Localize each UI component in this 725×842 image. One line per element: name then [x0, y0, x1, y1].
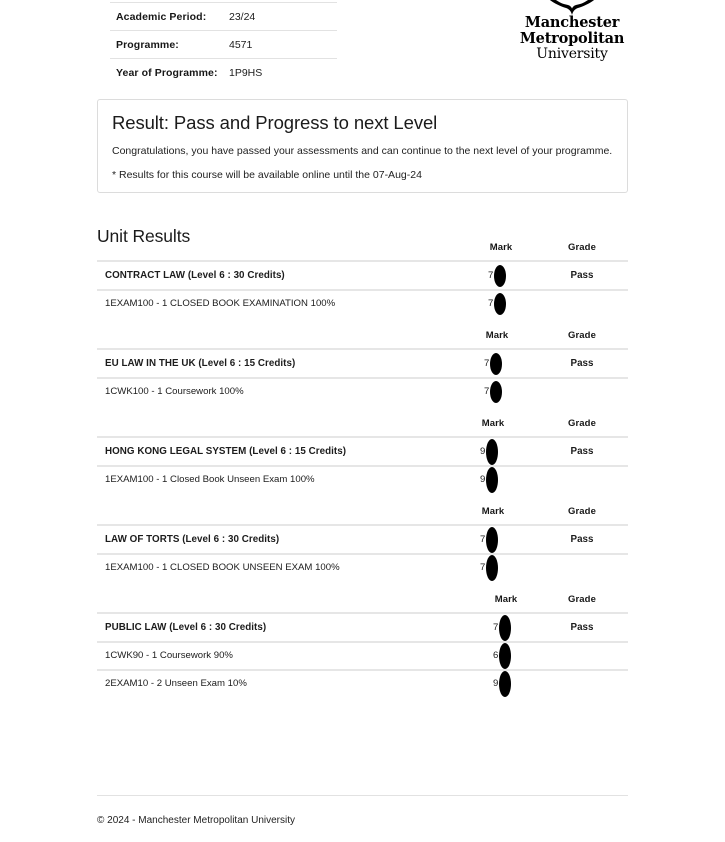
- logo-line-metropolitan: Metropolitan: [519, 29, 625, 47]
- result-availability-note: * Results for this course will be available online until the 07-Aug-24: [112, 169, 422, 181]
- column-header-unit: [97, 506, 450, 525]
- grade-cell: [536, 554, 628, 581]
- info-label: Programme:: [116, 38, 179, 51]
- university-logo: [508, 0, 636, 62]
- unit-name: CONTRACT LAW (Level 6 : 30 Credits): [97, 261, 466, 290]
- column-header-unit: [97, 330, 458, 349]
- mark-value-wrapper: [480, 562, 506, 573]
- grade-cell: Pass: [536, 525, 628, 554]
- mark-value-wrapper: [480, 474, 506, 485]
- grade-cell: Pass: [536, 261, 628, 290]
- info-value: 23/24: [229, 10, 256, 23]
- info-value: 1P9HS: [229, 66, 263, 79]
- mark-redaction-overlay: [490, 381, 502, 403]
- info-label: Academic Period:: [116, 10, 207, 23]
- info-value: 4571: [229, 38, 253, 51]
- column-header-grade: Grade: [568, 330, 596, 341]
- unit-block: [97, 594, 628, 697]
- column-header-grade: Grade: [568, 242, 596, 253]
- mark-cell: [476, 642, 536, 670]
- mark-redaction-overlay: [494, 265, 506, 287]
- column-header-grade: Grade: [568, 418, 596, 429]
- grade-cell: [536, 290, 628, 317]
- grade-cell: [536, 642, 628, 670]
- unit-summary-row: [97, 613, 628, 642]
- unit-summary-row: [97, 525, 628, 554]
- info-row-year-of-programme: [110, 58, 337, 86]
- unit-result-table: [97, 242, 628, 317]
- mark-cell: [476, 670, 536, 697]
- mark-value-wrapper: [493, 650, 519, 661]
- table-header-row: [97, 330, 628, 349]
- mark-value: 7: [488, 270, 494, 281]
- unit-summary-row: [97, 437, 628, 466]
- unit-results-heading: Unit Results: [97, 225, 191, 246]
- component-row: [97, 554, 628, 581]
- footer-copyright: © 2024 - Manchester Metropolitan University: [97, 815, 296, 826]
- column-header-mark: Mark: [476, 594, 536, 613]
- unit-result-table: [97, 594, 628, 697]
- component-row: [97, 466, 628, 493]
- grade-cell: Pass: [536, 437, 628, 466]
- info-label: Year of Programme:: [116, 66, 218, 79]
- column-header-grade: Grade: [568, 594, 596, 605]
- page-footer: [97, 795, 628, 828]
- unit-result-table: [97, 418, 628, 493]
- component-row: [97, 290, 628, 317]
- unit-name: EU LAW IN THE UK (Level 6 : 15 Credits): [97, 349, 458, 378]
- page-header: [0, 0, 725, 92]
- mark-cell: [476, 613, 536, 642]
- unit-block: [97, 506, 628, 581]
- mark-cell: [450, 466, 536, 493]
- logo-line-university: University: [536, 46, 608, 62]
- unit-name: PUBLIC LAW (Level 6 : 30 Credits): [97, 613, 476, 642]
- unit-name: HONG KONG LEGAL SYSTEM (Level 6 : 15 Credits): [97, 437, 450, 466]
- mark-value: 9: [493, 678, 499, 689]
- mark-value-wrapper: [480, 446, 506, 457]
- component-name: 1CWK100 - 1 Coursework 100%: [97, 378, 458, 405]
- component-name: 1CWK90 - 1 Coursework 90%: [97, 642, 476, 670]
- unit-block: [97, 330, 628, 405]
- mark-redaction-overlay: [499, 615, 511, 641]
- table-header-row: [97, 506, 628, 525]
- info-row-academic-period: [110, 2, 337, 30]
- column-header-mark: Mark: [450, 418, 536, 437]
- grade-cell: [536, 670, 628, 697]
- logo-line-manchester: Manchester: [524, 14, 620, 31]
- mark-redaction-overlay: [499, 643, 511, 669]
- component-row: [97, 642, 628, 670]
- table-header-row: [97, 242, 628, 261]
- unit-result-table: [97, 506, 628, 581]
- mark-value: 6: [493, 650, 499, 661]
- mark-cell: [458, 378, 536, 405]
- mark-value: 7: [493, 622, 499, 633]
- mark-redaction-overlay: [499, 671, 511, 697]
- mark-value: 7: [484, 358, 490, 369]
- mark-cell: [450, 525, 536, 554]
- logo-wordmark: [508, 15, 636, 62]
- column-header-mark: Mark: [466, 242, 536, 261]
- component-name: 1EXAM100 - 1 CLOSED BOOK EXAMINATION 100%: [97, 290, 466, 317]
- mark-value-wrapper: [484, 358, 510, 369]
- unit-result-table: [97, 330, 628, 405]
- mark-value-wrapper: [484, 386, 510, 397]
- column-header-mark: Mark: [450, 506, 536, 525]
- component-name: 1EXAM100 - 1 Closed Book Unseen Exam 100%: [97, 466, 450, 493]
- mark-cell: [466, 261, 536, 290]
- grade-cell: Pass: [536, 613, 628, 642]
- mark-cell: [458, 349, 536, 378]
- mark-redaction-overlay: [490, 353, 502, 375]
- mark-value-wrapper: [480, 534, 506, 545]
- table-header-row: [97, 418, 628, 437]
- grade-cell: [536, 378, 628, 405]
- column-header-unit: [97, 594, 476, 613]
- grade-cell: Pass: [536, 349, 628, 378]
- result-summary-panel: [97, 99, 628, 193]
- mark-redaction-overlay: [486, 439, 498, 465]
- unit-summary-row: [97, 261, 628, 290]
- column-header-mark: Mark: [458, 330, 536, 349]
- result-congratulations-text: Congratulations, you have passed your assessments and can continue to the next level of your programme.: [112, 145, 613, 157]
- mark-value: 7: [484, 386, 490, 397]
- mark-redaction-overlay: [486, 527, 498, 553]
- mark-value: 9: [480, 446, 486, 457]
- component-name: 2EXAM10 - 2 Unseen Exam 10%: [97, 670, 476, 697]
- mark-value-wrapper: [493, 678, 519, 689]
- mark-redaction-overlay: [494, 293, 506, 315]
- component-row: [97, 670, 628, 697]
- mark-value-wrapper: [488, 298, 514, 309]
- unit-summary-row: [97, 349, 628, 378]
- component-row: [97, 378, 628, 405]
- grade-cell: [536, 466, 628, 493]
- column-header-grade: Grade: [568, 506, 596, 517]
- mark-value-wrapper: [488, 270, 514, 281]
- mark-value: 7: [488, 298, 494, 309]
- table-header-row: [97, 594, 628, 613]
- result-title: Result: Pass and Progress to next Level: [112, 112, 438, 133]
- mark-value-wrapper: [493, 622, 519, 633]
- mark-value: 7: [480, 534, 486, 545]
- mark-cell: [450, 437, 536, 466]
- student-info-table: [110, 2, 337, 86]
- mark-value: 9: [480, 474, 486, 485]
- unit-block: [97, 418, 628, 493]
- mark-cell: [466, 290, 536, 317]
- column-header-unit: [97, 242, 466, 261]
- mark-redaction-overlay: [486, 467, 498, 493]
- mark-redaction-overlay: [486, 555, 498, 581]
- mark-value: 7: [480, 562, 486, 573]
- unit-name: LAW OF TORTS (Level 6 : 30 Credits): [97, 525, 450, 554]
- column-header-unit: [97, 418, 450, 437]
- component-name: 1EXAM100 - 1 CLOSED BOOK UNSEEN EXAM 100%: [97, 554, 450, 581]
- unit-results-list: [97, 242, 628, 710]
- info-row-programme: [110, 30, 337, 58]
- mark-cell: [450, 554, 536, 581]
- unit-block: [97, 242, 628, 317]
